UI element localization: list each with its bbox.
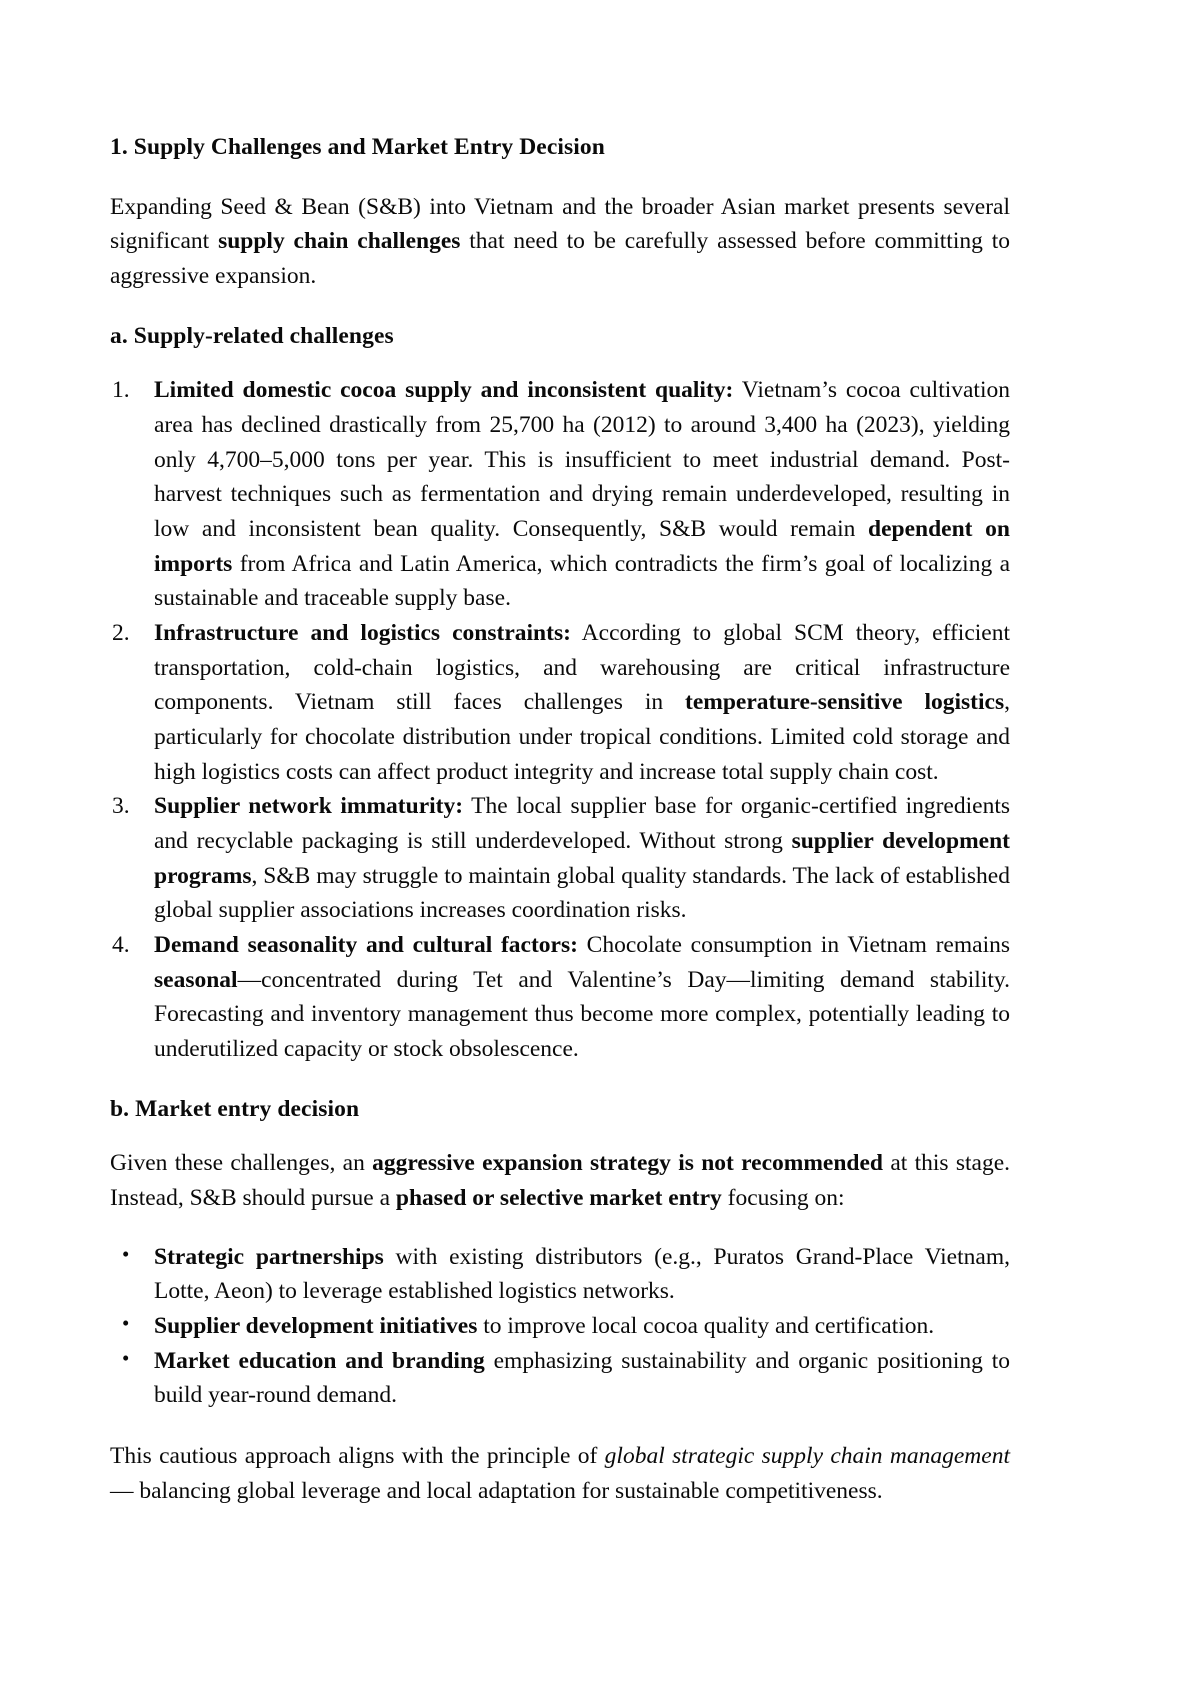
spacer (110, 1413, 1010, 1439)
list-item (110, 789, 1010, 928)
bullet-lead-label: Market education and branding (154, 1347, 485, 1374)
page-title: 1. Supply Challenges and Market Entry Decision (110, 134, 605, 160)
list-item (110, 928, 1010, 1067)
item-bold-emphasis: temperature-sensitive logistics (685, 689, 1005, 716)
market-entry-part1: Given these challenges, an (110, 1150, 373, 1177)
list-item (110, 373, 1010, 616)
intro-text-part1: Expanding Seed & Bean (S&B) into Vietnam and the broader Asian market presents several significant (110, 193, 1010, 255)
bullet-text: with existing distributors (e.g., Puratos Grand-Place Vietnam, Lotte, Aeon) to leverage established logistics networks. (154, 1243, 1010, 1305)
item-text-part2: from Africa and Latin America, which contradicts the firm’s goal of localizing a sustainable and traceable supply base. (154, 550, 1010, 612)
list-item (110, 1240, 1010, 1309)
item-lead-label: Demand seasonality and cultural factors: (154, 931, 578, 958)
market-entry-part3: focusing on: (721, 1184, 845, 1211)
item-text-part2: , S&B may struggle to maintain global quality standards. The lack of established global supplier associations increases coordination risks. (154, 862, 1010, 924)
market-entry-bullets (110, 1240, 1010, 1413)
closing-italic-term: global strategic supply chain management (604, 1442, 1010, 1469)
market-entry-bold-phased-entry: phased or selective market entry (395, 1184, 722, 1211)
item-text-part1: Chocolate consumption in Vietnam remains (577, 931, 1010, 958)
bullet-text: emphasizing sustainability and organic positioning to build year-round demand. (154, 1347, 1010, 1409)
item-text-part1: Vietnam’s cocoa cultivation area has declined drastically from 25,700 ha (2012) to around 3,400 ha (2023), yielding only 4,700–5,000 tons per year. This is insufficient to meet industrial demand. Post-harvest techniques such as fermentation and drying remain underdeveloped, resulting in low and inconsistent bean quality. Consequently, S&B would remain (154, 377, 1010, 543)
intro-bold-supply-chain-challenges: supply chain challenges (218, 228, 461, 255)
item-text-part1: The local supplier base for organic-certified ingredients and recyclable packaging is still underdeveloped. Without strong (154, 793, 1010, 854)
item-text-part2: , particularly for chocolate distribution under tropical conditions. Limited cold storage and high logistics costs can affect product integrity and increase total supply chain cost. (154, 689, 1010, 785)
closing-part1: This cautious approach aligns with the principle of (110, 1442, 605, 1469)
market-entry-part2: at this stage. Instead, S&B should pursue a (110, 1150, 1010, 1211)
market-entry-paragraph (110, 1146, 1010, 1216)
list-item (110, 1344, 1010, 1413)
document-body (110, 132, 1010, 1508)
list-item (110, 616, 1010, 789)
list-item (110, 1309, 1010, 1344)
section-b-heading: b. Market entry decision (110, 1095, 360, 1122)
item-lead-label: Supplier network immaturity: (154, 793, 464, 820)
supply-challenges-list (110, 373, 1010, 1066)
bullet-lead-label: Supplier development initiatives (154, 1312, 478, 1339)
item-lead-label: Limited domestic cocoa supply and inconsistent quality: (154, 377, 734, 404)
item-bold-emphasis: supplier development programs (154, 827, 1010, 889)
item-bold-emphasis: seasonal (154, 966, 238, 993)
item-text-part2: —concentrated during Tet and Valentine’s Day—limiting demand stability. Forecasting and inventory management thus become more complex, potentially leading to underutilized capacity or stock obsolescence. (154, 966, 1010, 1062)
intro-text-part2: that need to be carefully assessed before committing to aggressive expansion. (110, 228, 1010, 290)
section-a-heading: a. Supply-related challenges (110, 322, 394, 349)
item-text-part1: According to global SCM theory, efficient transportation, cold-chain logistics, and warehousing are critical infrastructure components. Vietnam still faces challenges in (154, 619, 1010, 716)
closing-part2: — balancing global leverage and local adaptation for sustainable competitiveness. (110, 1477, 883, 1504)
item-lead-label: Infrastructure and logistics constraints: (154, 619, 571, 646)
bullet-lead-label: Strategic partnerships (154, 1243, 384, 1270)
market-entry-bold-not-recommended: aggressive expansion strategy is not recommended (372, 1150, 884, 1177)
closing-paragraph (110, 1439, 1010, 1509)
intro-paragraph (110, 190, 1010, 294)
bullet-text: to improve local cocoa quality and certification. (477, 1312, 935, 1339)
item-bold-emphasis: dependent on imports (154, 516, 1010, 577)
